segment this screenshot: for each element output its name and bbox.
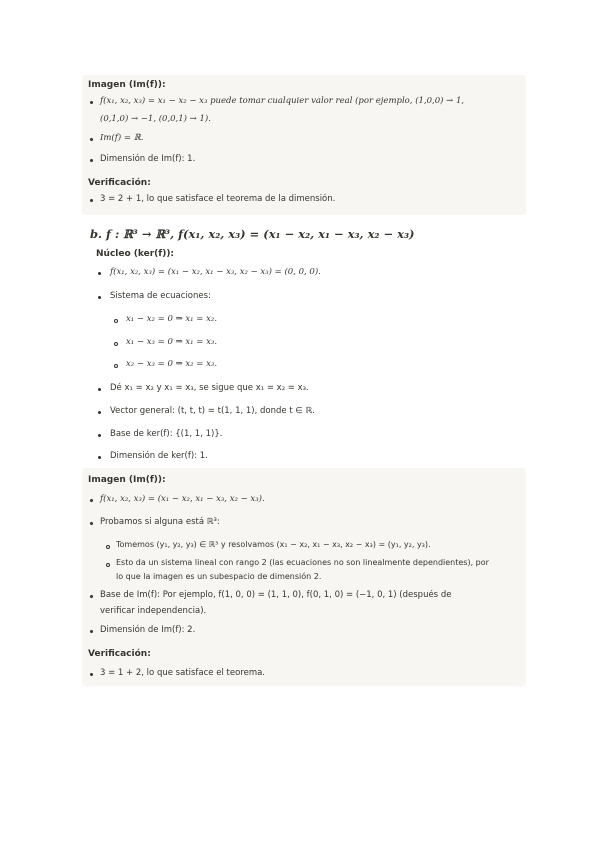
bullet <box>90 522 93 525</box>
bullet <box>98 434 101 437</box>
sub-bullet <box>106 545 110 549</box>
image-bullet-1: f(x₁, x₂, x₃) = x₁ − x₂ − x₃ puede tomar cualquier valor real (por ejemplo, (1,0,0) → 1, <box>100 96 465 106</box>
bullet <box>90 630 93 633</box>
kernel-bullet-6: Dimensión de ker(f): 1. <box>110 451 208 461</box>
image-heading: Imagen (Im(f)): <box>88 80 166 90</box>
middle-block <box>82 218 526 464</box>
sub-bullet <box>114 342 118 346</box>
equation-2: x₁ − x₃ = 0 ⇒ x₁ = x₃. <box>126 337 218 347</box>
bullet <box>90 199 93 202</box>
kernel-bullet-3: Dé x₁ = x₂ y x₁ = x₃, se sigue que x₁ = x₂ = x₃. <box>110 383 309 393</box>
kernel-bullet-5: Base de ker(f): {(1, 1, 1)}. <box>110 429 223 439</box>
image2-bullet-3-cont: verificar independencia). <box>100 606 207 616</box>
image2-bullet-3: Base de Im(f): Por ejemplo, f(1, 0, 0) = (1, 1, 0), f(0, 1, 0) = (−1, 0, 1) (después de <box>100 590 452 600</box>
bullet <box>98 272 101 275</box>
image2-sub-bullet-2: Esto da un sistema lineal con rango 2 (las ecuaciones no son linealmente dependientes), por <box>116 558 489 567</box>
kernel-bullet-2: Sistema de ecuaciones: <box>110 291 211 301</box>
bullet <box>90 673 93 676</box>
bullet <box>90 499 93 502</box>
image2-bullet-1: f(x₁, x₂, x₃) = (x₁ − x₂, x₁ − x₃, x₂ − x₃). <box>100 494 265 504</box>
bullet <box>90 101 93 104</box>
sub-bullet <box>114 319 118 323</box>
sub-bullet <box>106 563 110 567</box>
image2-bullet-2: Probamos si alguna está ℝ³: <box>100 517 220 527</box>
kernel-bullet-1: f(x₁, x₂, x₃) = (x₁ − x₂, x₁ − x₃, x₂ − x₃) = (0, 0, 0). <box>110 267 321 277</box>
kernel-heading: Núcleo (ker(f)): <box>96 249 175 259</box>
bullet <box>90 138 93 141</box>
bullet <box>98 411 101 414</box>
verification-heading-2: Verificación: <box>88 649 151 659</box>
kernel-bullet-4: Vector general: (t, t, t) = t(1, 1, 1), donde t ∈ ℝ. <box>110 406 315 416</box>
image2-sub-bullet-2-cont: lo que la imagen es un subespacio de dimensión 2. <box>116 572 322 581</box>
image2-bullet-4: Dimensión de Im(f): 2. <box>100 625 196 635</box>
equation-1: x₁ − x₂ = 0 ⇒ x₁ = x₂. <box>126 314 218 324</box>
verification-bullet-2: 3 = 1 + 2, lo que satisface el teorema. <box>100 668 266 678</box>
bullet <box>90 159 93 162</box>
bullet <box>98 456 101 459</box>
section-b-title: b. f : ℝ³ → ℝ³, f(x₁, x₂, x₃) = (x₁ − x₂, x₁ − x₃, x₂ − x₃) <box>90 227 415 241</box>
image-bullet-2: Im(f) = ℝ. <box>100 133 144 143</box>
image-bullet-3: Dimensión de Im(f): 1. <box>100 154 196 164</box>
verification-bullet: 3 = 2 + 1, lo que satisface el teorema de la dimensión. <box>100 194 336 204</box>
image-heading-2: Imagen (Im(f)): <box>88 475 166 485</box>
equation-3: x₂ − x₃ = 0 ⇒ x₂ = x₃. <box>126 359 218 369</box>
image-bullet-1-cont: (0,1,0) → −1, (0,0,1) → 1). <box>100 114 211 124</box>
bullet <box>90 595 93 598</box>
bottom-block <box>82 468 526 686</box>
sub-bullet <box>114 364 118 368</box>
image2-sub-bullet-1: Tomemos (y₁, y₂, y₃) ∈ ℝ³ y resolvamos (x₁ − x₂, x₁ − x₃, x₂ − x₃) = (y₁, y₂, y₃). <box>116 540 431 549</box>
top-block <box>82 75 526 215</box>
verification-heading: Verificación: <box>88 178 151 188</box>
bullet <box>98 296 101 299</box>
bullet <box>98 388 101 391</box>
